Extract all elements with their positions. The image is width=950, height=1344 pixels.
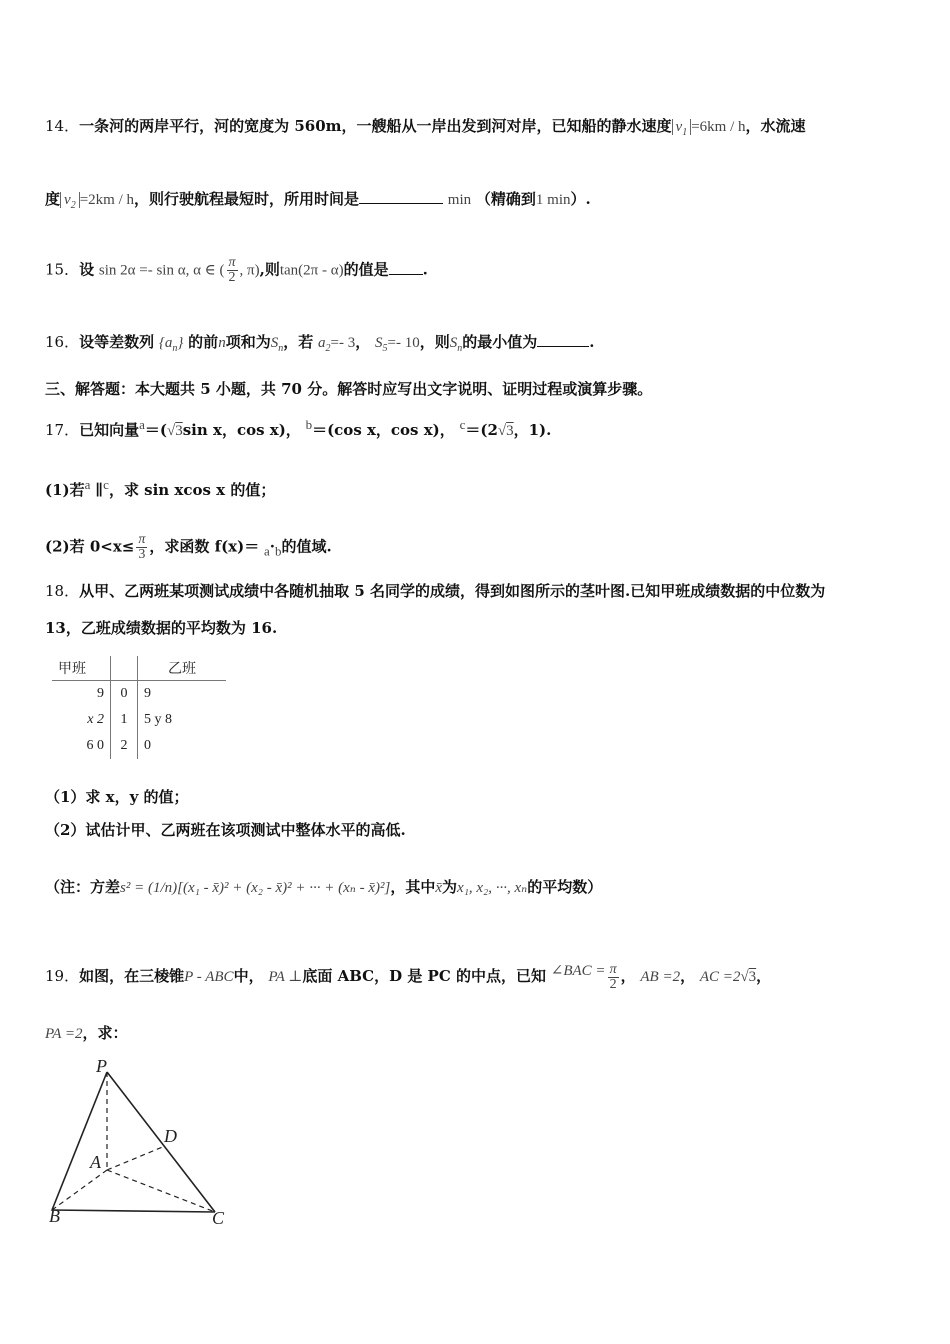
q14-answer-blank[interactable] [359,189,443,204]
q15-condition: sin 2α =- sin α, α ∈ ( [98,262,225,279]
label-D: D [164,1126,177,1146]
q14-line2: 度 $v_2 =2km / h$，则行驶航程最短时，所用时间是 min （精确到1 min）. [45,190,591,211]
q17-fraction: $\frac{\pi}{3}$ [138,532,146,562]
q17-part1: (1)若a ∥c，求 sin xcos x 的值； [45,477,276,499]
q14-number: 14． [45,117,80,135]
q14-line1 [45,115,806,144]
table-row: 9 0 9 [52,681,226,708]
vector-c: c [459,417,466,432]
class-b-header: 乙班 [138,656,227,681]
table-row: 6 0 2 0 [52,733,226,759]
stem-leaf-header [52,656,226,681]
q18-line1: 18．从甲、乙两班某项测试成绩中各随机抽取 5 名同学的成绩，得到如图所示的茎叶图.已知甲班成绩数据的中位数为 [45,582,826,600]
pyramid-svg [40,1050,240,1230]
q16-line: 16．设等差数列 $\{a_n\}$ 的前n项和为$S_n$，若 $a_2=-$ 3， $S_5=-$ 10，则$S_n$的最小值为 . [45,333,595,354]
q16-sequence: $\{a_n\}$ [158,335,184,354]
q14-v2: $v_2$ [60,192,80,208]
q19-line1: 19．如图，在三棱锥P - ABC中， PA ⊥底面 ABC，D 是 PC 的中点，已知 ∠BAC = $\frac{\pi}{2}$ ， AB =2， AC =2√3， [45,961,772,992]
q17-part2: (2)若 0<x≤ $\frac{\pi}{3}$ ，求函数 f(x)＝ a·b的值域. [45,532,332,562]
q18-line2: 13，乙班成绩数据的平均数为 16. [45,619,278,637]
vector-a: a [139,417,145,432]
q15-target: tan(2π - α) [279,262,344,279]
table-row: x 2 1 5 y 8 [52,707,226,733]
vector-b: b [305,417,313,432]
q15-fraction: $\frac{\pi}{2}$ [228,255,236,285]
parallel-symbol: ∥ [95,481,104,499]
edge-BC [52,1210,215,1212]
label-B: B [49,1206,60,1226]
section-3-heading: 三、解答题：本大题共 5 小题，共 70 分。解答时应写出文字说明、证明过程或演算步骤。 [45,380,653,398]
class-a-header: 甲班 [52,656,111,681]
label-P: P [96,1056,107,1076]
label-C: C [212,1208,225,1228]
label-A: A [90,1152,101,1172]
q16-answer-blank[interactable] [537,332,589,347]
q15-line: 15．设 sin 2α =- sin α, α ∈ ( $\frac{\pi}{2}$ , π),则tan(2π - α)的值是 . [45,255,428,285]
q18-note: （注：方差s² = (1/n)[(x₁ - x̄)² + (x₂ - x̄)² + ··· + (xₙ - x̄)²]，其中x̄为x₁, x₂, ···, xₙ的平均数） [45,878,603,896]
variance-formula: s² = (1/n)[(x₁ - x̄)² + (x₂ - x̄)² + ··· + (xₙ - x̄)²] [120,880,391,896]
q14-v1-value: =6km / h [691,119,746,135]
q15-answer-blank[interactable] [389,260,423,275]
q19-line2: PA =2，求： [45,1024,128,1042]
sqrt-3: √3 [167,423,183,439]
pyramid-figure [40,1050,240,1234]
stem-leaf-table [52,656,226,759]
q14-v1: $v_1$ [672,119,692,135]
q17-stem: 17．已知向量a＝(√3sin x，cos x)， b＝(cos x，cos x)， c＝(2√3，1). [45,417,552,439]
q18-part1: （1）求 x，y 的值； [45,788,189,806]
q14-text1: 一条河的两岸平行，河的宽度为 560m，一艘船从一岸出发到河对岸，已知船的静水速度 [79,117,672,135]
segment-AD [107,1146,165,1170]
q18-part2: （2）试估计甲、乙两班在该项测试中整体水平的高低. [45,821,406,839]
edge-PB [52,1072,107,1210]
q14-v2-value: =2km / h [79,192,134,208]
q14-text2: ，水流速 [745,117,806,135]
